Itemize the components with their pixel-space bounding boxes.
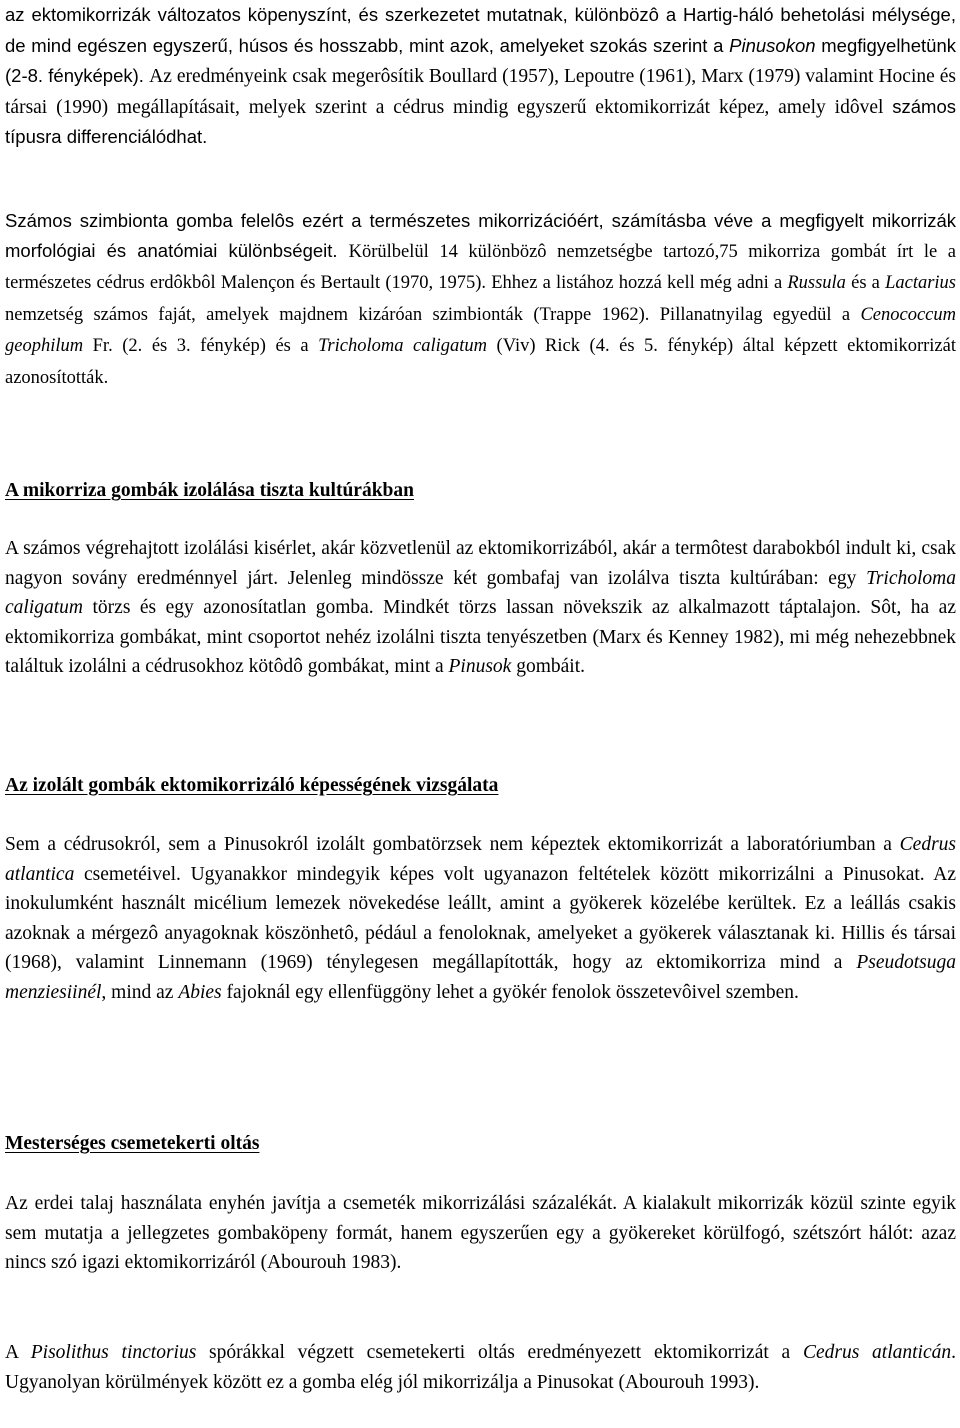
intro-serif-text: Az eredményeink csak megerôsítik Boullard (1957), Lepoutre (1961), Marx (1979) valamint Hocine és társai (1990) megállapításait, melyek szerint a cédrus mindig egyszerű ektomikorrizát képez, amely idôvel	[5, 66, 956, 118]
symbiont-italic-lactarius: Lactarius	[885, 273, 957, 294]
inoculation-italic-pisolithus: Pisolithus tinctorius	[30, 1342, 197, 1363]
isolation-text-3: gombáit.	[511, 656, 586, 678]
intro-paragraph	[5, 0, 956, 153]
symbiont-text-3: és a	[845, 273, 886, 294]
symbiont-text-4: nemzetség számos faját, amelyek majdnem kizáróan szimbionták (Trappe 1962). Pillanatnyilag egyedül a	[5, 304, 861, 325]
capability-italic-cedrus: Cedrus atlantica	[5, 834, 956, 885]
inoculation-text-1: A	[5, 1342, 31, 1363]
inoculation-text-3: . Ugyanolyan körülmények között ez a gomba elég jól mikorrizálja a Pinusokat (Abourouh 1993).	[5, 1342, 956, 1393]
section-heading-inoculation: Mesterséges csemetekerti oltás	[5, 1133, 260, 1154]
symbiont-italic-tricholoma: Tricholoma caligatum	[318, 336, 488, 357]
symbiont-text-5: Fr. (2. és 3. fénykép) és a	[83, 336, 319, 357]
capability-italic-pseudotsuga: Pseudotsuga menziesiinél	[5, 952, 956, 1003]
inoculation-paragraph-1: Az erdei talaj használata enyhén javítja a csemeték mikorrizálási százalékát. A kialakult mikorrizák közül szinte egyik sem mutatja a jellegzetes gombaköpeny formát, hanem egyszerűen egy a gyökereket körülfogó, szétszórt hálót: azaz nincs szó igazi ektomikorrizáról (Abourouh 1983).	[5, 1193, 956, 1274]
inoculation-text-2: spórákkal végzett csemetekerti oltás eredményezett ektomikorrizát a	[196, 1342, 803, 1363]
intro-sans-text-1: az ektomikorrizák változatos köpenyszínt, és szerkezetet mutatnak, különbözô a Hartig-háló behetolási mélysége, de mind egészen egyszerű, húsos és hosszabb, mint azok, amelyeket szokás szerint a	[5, 4, 956, 56]
inoculation-italic-cedrus: Cedrus atlanticán	[802, 1342, 952, 1363]
isolation-text-1: A számos végrehajtott izolálási kisérlet, akár közvetlenül az ektomikorrizából, akár a termôtest darabokból indult ki, csak nagyon sovány eredménnyel járt. Jelenleg mindössze két gombafaj van izolálva tiszta kultúrában: egy	[5, 538, 956, 589]
capability-paragraph	[5, 830, 956, 1008]
intro-italic-pinusokon: Pinusokon	[729, 34, 816, 56]
section-heading-capability: Az izolált gombák ektomikorrizáló képességének vizsgálata	[5, 775, 499, 796]
capability-text-2: csemetéivel. Ugyanakkor mindegyik képes volt ugyanazon feltételek között mikorrizálni a Pinusokat. Az inokulumként használt micélium lemezek növekedése leállt, amint a gyökerek közelébe kerültek. Ez a leállás csakis azoknak a mérgezô anyagoknak köszönhetô, pédául a fenoloknak, amelyeket a gyökerek választanak ki. Hillis és társai (1968), valamint Linnemann (1969) ténylegesen megállapították, hogy az ektomikorriza mind a	[5, 863, 956, 974]
capability-text-1: Sem a cédrusokról, sem a Pinusokról izolált gombatörzsek nem képeztek ektomikorrizát a laboratóriumban a	[5, 834, 900, 855]
symbiont-paragraph	[5, 206, 956, 394]
symbiont-text-6: (Viv) Rick (4. és 5. fénykép) által képzett ektomikorrizát azonosították.	[5, 336, 956, 388]
intro-sans-text-3: számos típusra differenciálódhat.	[5, 95, 956, 148]
intro-sans-text-2: megfigyelhetünk (2-8. fényképek).	[5, 34, 956, 87]
capability-text-3: , mind az	[101, 981, 179, 1003]
symbiont-italic-cenococcum: Cenococcum geophilum	[5, 304, 956, 357]
section-heading-isolation: A mikorriza gombák izolálása tiszta kultúrákban	[5, 480, 414, 501]
symbiont-italic-russula: Russula	[787, 273, 846, 294]
isolation-text-2: törzs és egy azonosítatlan gomba. Mindkét törzs lassan növekszik az alkalmazott táptalajon. Sôt, ha az ektomikorriza gombákat, mint csoportot nehéz izolálni tiszta tenyészetben (Marx és Kenney 1982), mi még nehezebbnek találtuk izolálni a cédrusokhoz kötôdô gombákat, mint a	[5, 597, 956, 678]
symbiont-text-2: Körülbelül 14 különbözô nemzetségbe tartozó,75 mikorriza gombát írt le a természetes cédrus erdôkbôl Malençon és Bertault (1970, 1975). Ehhez a listához hozzá kell még adni a	[5, 241, 956, 294]
isolation-italic-pinusok: Pinusok	[448, 656, 512, 678]
capability-italic-abies: Abies	[178, 981, 222, 1003]
isolation-paragraph	[5, 534, 956, 682]
symbiont-text-1: Számos szimbionta gomba felelôs ezért a természetes mikorrizációért, számításba véve a megfigyelt mikorrizák morfológiai és anatómiai különbségeit.	[5, 210, 956, 261]
capability-text-4: fajoknál egy ellenfüggöny lehet a gyökér fenolok összetevôivel szemben.	[221, 981, 799, 1003]
isolation-italic-tricholoma: Tricholoma caligatum	[5, 567, 956, 619]
inoculation-paragraph-2	[5, 1338, 956, 1397]
